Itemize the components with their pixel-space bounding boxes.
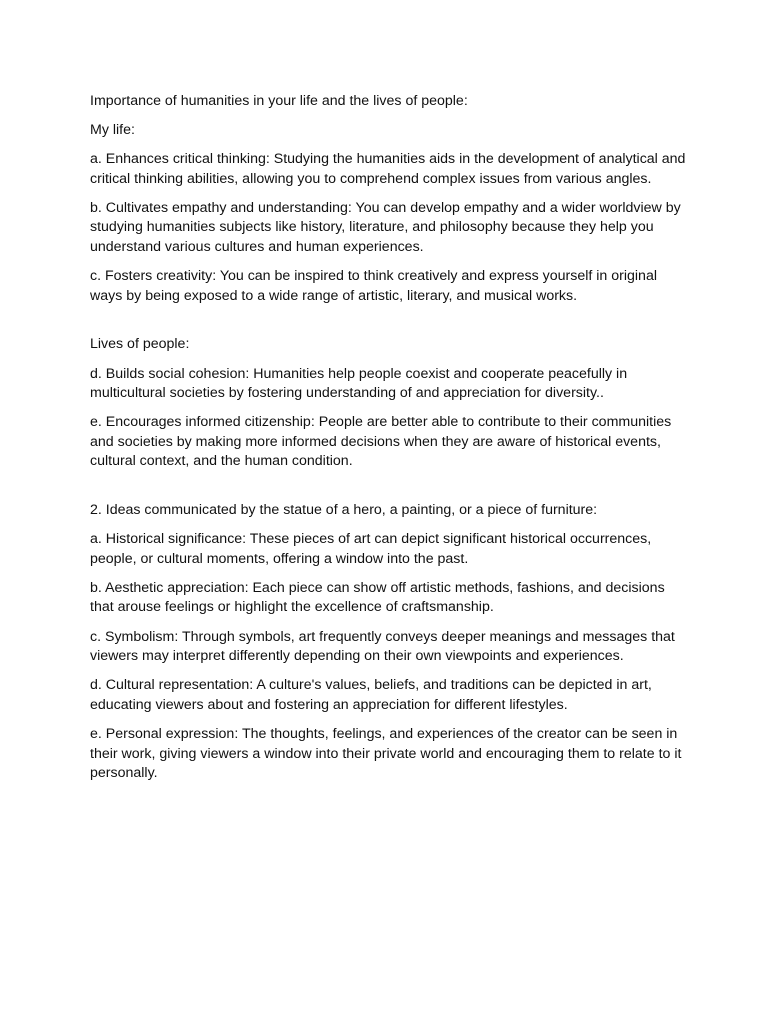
lives-item-d: d. Builds social cohesion: Humanities help people coexist and cooperate peacefully in multicultural societies by fostering understanding of and appreciation for diversity.. <box>90 365 628 402</box>
lives-label: Lives of people: <box>90 336 190 353</box>
document-body <box>90 92 690 793</box>
my-life-label: My life: <box>90 122 135 139</box>
my-life-item-b: b. Cultivates empathy and understanding: You can develop empathy and a wider worldview by studying humanities subjects like history, literature, and philosophy because they help you understand various cultures and human experiences. <box>90 199 681 256</box>
my-life-item-c: c. Fosters creativity: You can be inspired to think creatively and express yourself in original ways by being exposed to a wide range of artistic, literary, and musical works. <box>90 268 657 304</box>
blank-line <box>90 316 690 336</box>
ideas-item-e: e. Personal expression: The thoughts, feelings, and experiences of the creator can be seen in their work, giving viewers a window into their private world and encouraging them to relate to it personally. <box>90 725 682 782</box>
my-life-item-a: a. Enhances critical thinking: Studying the humanities aids in the development of analytical and critical thinking abilities, allowing you to comprehend complex issues from various angles. <box>90 151 686 187</box>
ideas-item-c: c. Symbolism: Through symbols, art frequently conveys deeper meanings and messages that viewers may interpret differently depending on their own viewpoints and experiences. <box>90 628 675 665</box>
blank-line <box>90 482 690 502</box>
section1-heading: Importance of humanities in your life and the lives of people: <box>90 93 468 109</box>
ideas-item-a: a. Historical significance: These pieces of art can depict significant historical occurrences, people, or cultural moments, offering a window into the past. <box>90 531 652 567</box>
ideas-item-d: d. Cultural representation: A culture's values, beliefs, and traditions can be depicted in art, educating viewers about and fostering an appreciation for different lifestyles. <box>90 677 652 713</box>
section2-heading: 2. Ideas communicated by the statue of a hero, a painting, or a piece of furniture: <box>90 502 598 519</box>
ideas-item-b: b. Aesthetic appreciation: Each piece can show off artistic methods, fashions, and decisions that arouse feelings or highlight the excellence of craftsmanship. <box>90 579 665 616</box>
lives-item-e: e. Encourages informed citizenship: People are better able to contribute to their communities and societies by making more informed decisions when they are aware of historical events, cultural context, and the human condition. <box>90 414 672 470</box>
